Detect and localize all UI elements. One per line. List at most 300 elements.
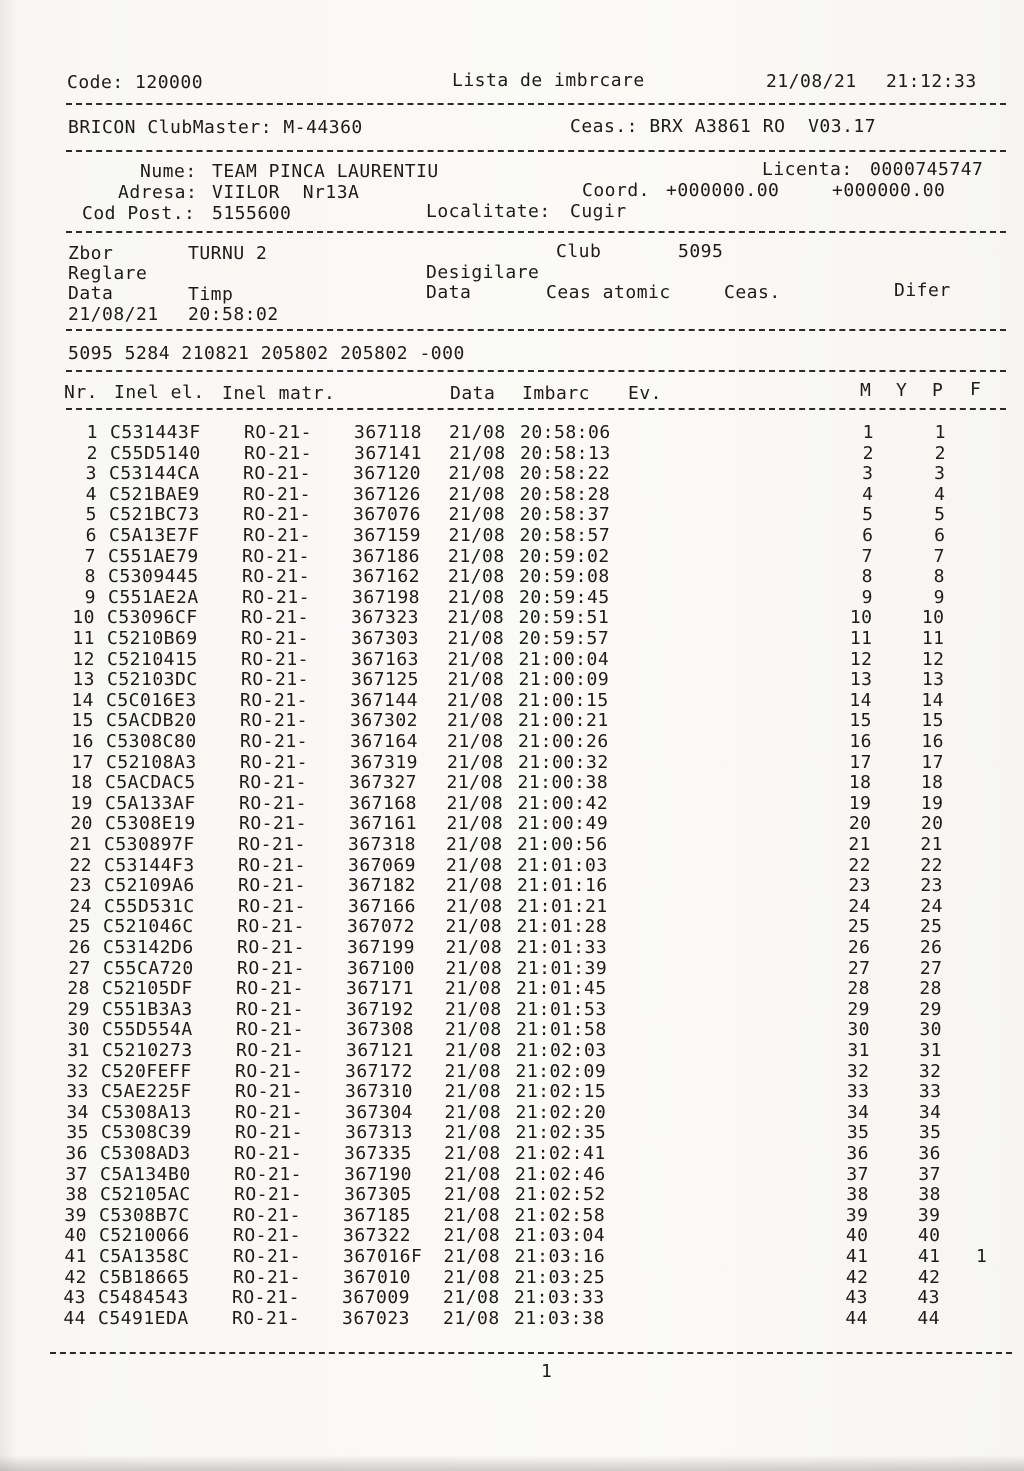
name-label: Nume: <box>140 161 197 182</box>
col-header-data: Data <box>450 383 496 404</box>
arrival-date: 21/08 <box>445 1040 502 1061</box>
ceas-atomic-label: Ceas atomic <box>546 282 671 303</box>
arrival-date: 21/08 <box>447 669 505 691</box>
arrival-date: 21/08 <box>444 1101 502 1123</box>
imbarc-time: 20:59:51 <box>518 607 610 629</box>
m-value: 14 <box>849 689 872 711</box>
ring-prefix: RO-21- <box>238 834 307 855</box>
ring-prefix: RO-21- <box>240 751 309 773</box>
ring-prefix: RO-21- <box>233 1266 302 1288</box>
imbarc-time: 20:58:13 <box>520 442 611 464</box>
arrival-date: 21/08 <box>446 895 503 917</box>
desig-data-label: Data <box>426 282 472 303</box>
m-value: 4 <box>862 483 874 505</box>
m-value: 38 <box>846 1184 869 1206</box>
m-value: 21 <box>848 834 871 855</box>
ring-number: 367118 <box>354 422 423 443</box>
p-value: 35 <box>918 1122 942 1144</box>
p-value: 18 <box>920 772 944 794</box>
m-value: 39 <box>845 1204 869 1226</box>
ring-prefix: RO-21- <box>236 1040 305 1061</box>
col-header-f: F <box>970 379 982 400</box>
imbarc-time: 21:03:16 <box>514 1246 606 1267</box>
code-line: 5095 5284 210821 205802 205802 -000 <box>68 343 465 364</box>
electronic-ring-id: C52105DF <box>102 978 193 1000</box>
row-number: 41 <box>64 1246 87 1267</box>
row-number: 17 <box>71 751 94 773</box>
code-label: Code: 120000 <box>67 72 204 93</box>
arrival-date: 21/08 <box>446 792 504 814</box>
col-header-imbarc: Imbarc <box>522 383 591 404</box>
m-value: 42 <box>845 1266 869 1288</box>
m-value: 35 <box>846 1122 870 1144</box>
coord-value-2: +000000.00 <box>832 180 946 201</box>
ring-number: 367171 <box>346 978 415 1000</box>
arrival-date: 21/08 <box>449 422 506 443</box>
row-number: 4 <box>85 483 97 505</box>
coord-value-1: +000000.00 <box>666 180 780 201</box>
electronic-ring-id: C5210066 <box>99 1225 190 1247</box>
m-value: 18 <box>848 772 872 794</box>
licence-value: 0000745747 <box>870 159 984 180</box>
ring-number: 367303 <box>351 628 420 649</box>
p-value: 27 <box>919 957 943 979</box>
imbarc-time: 20:58:06 <box>520 422 611 443</box>
electronic-ring-id: C5491EDA <box>98 1307 189 1329</box>
ring-prefix: RO-21- <box>237 957 306 979</box>
p-value: 14 <box>921 689 944 711</box>
imbarc-time: 21:02:41 <box>515 1143 606 1164</box>
electronic-ring-id: C551AE79 <box>108 545 199 567</box>
p-value: 38 <box>918 1184 941 1206</box>
p-value: 16 <box>921 731 944 752</box>
row-number: 37 <box>65 1163 88 1185</box>
row-number: 43 <box>63 1287 86 1309</box>
arrival-date: 21/08 <box>447 689 504 711</box>
arrival-date: 21/08 <box>444 1060 502 1082</box>
electronic-ring-id: C5ACDB20 <box>106 710 197 732</box>
p-value: 44 <box>917 1307 940 1329</box>
arrival-date: 21/08 <box>443 1266 501 1288</box>
ring-number: 367159 <box>353 525 422 546</box>
row-number: 18 <box>70 772 93 794</box>
electronic-ring-id: C5308E19 <box>105 813 196 835</box>
ring-number: 367182 <box>348 875 417 897</box>
col-header-p: P <box>932 380 944 401</box>
ceas-label: Ceas. <box>724 282 781 303</box>
imbarc-time: 21:01:21 <box>517 895 608 917</box>
ring-prefix: RO-21- <box>235 1101 304 1123</box>
p-value: 23 <box>920 875 943 897</box>
p-value: 22 <box>920 854 943 876</box>
postcode-label: Cod Post.: <box>82 203 196 224</box>
p-value: 10 <box>921 607 945 629</box>
separator <box>66 408 1006 410</box>
arrival-date: 21/08 <box>448 545 505 567</box>
ring-number: 367186 <box>352 545 421 567</box>
ring-prefix: RO-21- <box>244 442 313 464</box>
ring-prefix: RO-21- <box>243 463 312 485</box>
imbarc-time: 21:01:53 <box>516 998 607 1020</box>
row-number: 5 <box>85 504 97 526</box>
p-value: 31 <box>919 1040 942 1061</box>
row-number: 21 <box>69 834 92 855</box>
electronic-ring-id: C5A13E7F <box>109 525 200 546</box>
address-value: VIILOR Nr13A <box>212 182 360 203</box>
imbarc-time: 20:59:57 <box>518 628 610 649</box>
row-number: 22 <box>69 854 92 876</box>
electronic-ring-id: C5308AD3 <box>100 1143 191 1164</box>
arrival-date: 21/08 <box>448 483 506 505</box>
electronic-ring-id: C5484543 <box>98 1287 189 1309</box>
electronic-ring-id: C5308C80 <box>106 731 197 752</box>
p-value: 21 <box>920 834 943 855</box>
m-value: 8 <box>861 566 873 588</box>
ring-prefix: RO-21- <box>239 792 308 814</box>
electronic-ring-id: C5210B69 <box>107 628 198 649</box>
ring-prefix: RO-21- <box>243 483 312 505</box>
p-value: 4 <box>934 483 946 505</box>
m-value: 11 <box>849 628 873 649</box>
electronic-ring-id: C52105AC <box>100 1184 191 1206</box>
ring-prefix: RO-21- <box>236 998 305 1020</box>
ring-number: 367313 <box>345 1122 414 1144</box>
ring-number: 367310 <box>345 1081 414 1103</box>
ring-prefix: RO-21- <box>234 1143 303 1164</box>
ring-prefix: RO-21- <box>244 422 313 443</box>
ring-number: 367319 <box>350 751 419 773</box>
arrival-date: 21/08 <box>444 1122 502 1144</box>
ring-number: 367172 <box>345 1060 414 1082</box>
electronic-ring-id: C53144F3 <box>104 854 195 876</box>
m-value: 31 <box>847 1040 870 1061</box>
m-value: 13 <box>849 669 873 691</box>
row-number: 32 <box>66 1060 89 1082</box>
p-value: 11 <box>921 628 945 649</box>
reglare-time: 20:58:02 <box>188 304 279 325</box>
m-value: 10 <box>849 607 873 629</box>
ring-prefix: RO-21- <box>238 854 307 876</box>
ring-number: 367304 <box>345 1101 414 1123</box>
p-value: 5 <box>934 504 946 526</box>
row-number: 35 <box>66 1122 89 1144</box>
m-value: 1 <box>862 422 874 443</box>
imbarc-time: 21:03:33 <box>514 1287 605 1309</box>
electronic-ring-id: C5308B7C <box>99 1204 190 1226</box>
owner-name: TEAM PINCA LAURENTIU <box>212 161 439 182</box>
p-value: 24 <box>920 895 943 917</box>
device-id: BRICON ClubMaster: M-44360 <box>68 117 363 138</box>
m-value: 24 <box>848 895 871 917</box>
arrival-date: 21/08 <box>444 1163 501 1185</box>
electronic-ring-id: C55D5140 <box>110 442 201 464</box>
ring-number: 367120 <box>353 463 422 485</box>
m-value: 25 <box>847 916 871 938</box>
ring-number: 367164 <box>350 731 419 752</box>
data-label: Data <box>68 283 114 304</box>
arrival-date: 21/08 <box>447 607 505 629</box>
ring-prefix: RO-21- <box>235 1060 304 1082</box>
ring-prefix: RO-21- <box>243 504 312 526</box>
ring-prefix: RO-21- <box>240 731 309 752</box>
separator <box>50 1352 1012 1354</box>
ring-prefix: RO-21- <box>242 586 311 608</box>
ring-number: 367076 <box>353 504 422 526</box>
difer-label: Difer <box>894 280 951 301</box>
m-value: 40 <box>845 1225 869 1247</box>
separator <box>66 231 1006 233</box>
m-value: 2 <box>862 442 874 464</box>
document-title: Lista de imbrcare <box>452 70 645 91</box>
row-number: 25 <box>68 916 91 938</box>
ring-prefix: RO-21- <box>243 525 312 546</box>
imbarc-time: 20:58:57 <box>519 525 611 546</box>
m-value: 5 <box>862 504 874 526</box>
p-value: 36 <box>918 1143 941 1164</box>
row-number: 33 <box>66 1081 89 1103</box>
ring-number: 367010 <box>343 1266 412 1288</box>
ring-number: 367072 <box>347 916 416 938</box>
m-value: 43 <box>845 1287 868 1309</box>
col-header-m: M <box>860 380 872 401</box>
ring-prefix: RO-21- <box>233 1225 302 1247</box>
row-number: 3 <box>85 463 97 485</box>
imbarc-time: 21:02:03 <box>516 1040 607 1061</box>
row-number: 44 <box>63 1307 86 1329</box>
row-number: 19 <box>70 792 93 814</box>
arrival-date: 21/08 <box>446 875 503 897</box>
ring-prefix: RO-21- <box>235 1122 304 1144</box>
electronic-ring-id: C5A1358C <box>99 1246 190 1267</box>
p-value: 30 <box>919 1019 942 1041</box>
electronic-ring-id: C53144CA <box>109 463 200 485</box>
row-number: 36 <box>65 1143 88 1164</box>
header-time: 21:12:33 <box>886 71 977 92</box>
row-number: 40 <box>64 1225 87 1247</box>
arrival-date: 21/08 <box>448 504 506 526</box>
imbarc-time: 21:03:38 <box>514 1307 605 1329</box>
header-date: 21/08/21 <box>766 71 857 92</box>
imbarc-time: 21:02:58 <box>514 1204 606 1226</box>
row-number: 29 <box>67 998 90 1020</box>
p-value: 13 <box>921 669 945 691</box>
arrival-date: 21/08 <box>446 813 504 835</box>
separator <box>66 329 1006 331</box>
ring-number: 367161 <box>349 813 418 835</box>
p-value: 1 <box>934 422 946 443</box>
m-value: 20 <box>848 813 872 835</box>
f-value: 1 <box>976 1246 988 1267</box>
p-value: 19 <box>920 792 944 814</box>
imbarc-time: 21:00:49 <box>517 813 609 835</box>
ring-prefix: RO-21- <box>232 1287 301 1309</box>
row-number: 6 <box>85 525 97 546</box>
imbarc-time: 21:00:04 <box>518 648 610 670</box>
ring-number: 367144 <box>350 689 419 711</box>
imbarc-time: 21:00:32 <box>518 751 609 773</box>
ring-number: 367126 <box>353 483 422 505</box>
p-value: 8 <box>933 566 945 588</box>
ring-prefix: RO-21- <box>241 648 310 670</box>
row-number: 38 <box>65 1184 88 1206</box>
p-value: 39 <box>917 1204 941 1226</box>
row-number: 34 <box>66 1101 89 1123</box>
ring-prefix: RO-21- <box>241 628 310 649</box>
ring-number: 367166 <box>348 895 417 917</box>
ring-prefix: RO-21- <box>239 813 308 835</box>
imbarc-time: 21:03:04 <box>514 1225 606 1247</box>
ring-prefix: RO-21- <box>238 875 307 897</box>
imbarc-time: 21:01:58 <box>516 1019 607 1041</box>
ring-number: 367069 <box>348 854 417 876</box>
imbarc-time: 21:02:09 <box>515 1060 607 1082</box>
ring-number: 367190 <box>344 1163 413 1185</box>
p-value: 25 <box>919 916 943 938</box>
arrival-date: 21/08 <box>445 1019 502 1041</box>
p-value: 7 <box>933 545 945 567</box>
page-edge-shadow <box>0 1455 1024 1471</box>
ring-prefix: RO-21- <box>238 895 307 917</box>
arrival-date: 21/08 <box>443 1246 501 1267</box>
ring-prefix: RO-21- <box>232 1307 301 1329</box>
ring-number: 367023 <box>342 1307 411 1329</box>
m-value: 26 <box>847 937 871 958</box>
p-value: 29 <box>919 998 942 1020</box>
m-value: 6 <box>862 525 874 546</box>
reglare-label: Reglare <box>68 263 148 284</box>
p-value: 43 <box>917 1287 940 1309</box>
arrival-date: 21/08 <box>446 834 503 855</box>
m-value: 28 <box>847 978 870 1000</box>
row-number: 1 <box>86 422 98 443</box>
imbarc-time: 21:02:46 <box>515 1163 606 1185</box>
imbarc-time: 21:00:09 <box>518 669 610 691</box>
ring-number: 367141 <box>354 442 423 464</box>
m-value: 12 <box>849 648 873 670</box>
arrival-date: 21/08 <box>443 1307 500 1329</box>
arrival-date: 21/08 <box>443 1225 501 1247</box>
imbarc-time: 21:03:25 <box>514 1266 606 1288</box>
ring-number: 367121 <box>346 1040 415 1061</box>
arrival-date: 21/08 <box>445 998 502 1020</box>
imbarc-time: 21:02:20 <box>515 1101 607 1123</box>
row-number: 2 <box>86 442 98 464</box>
col-header-ev: Ev. <box>628 383 663 404</box>
ring-number: 367185 <box>343 1204 412 1226</box>
imbarc-time: 20:59:02 <box>519 545 610 567</box>
electronic-ring-id: C55D531C <box>104 895 195 917</box>
p-value: 6 <box>934 525 946 546</box>
row-number: 15 <box>71 710 94 732</box>
row-number: 9 <box>84 586 96 608</box>
row-number: 16 <box>71 731 94 752</box>
electronic-ring-id: C5308C39 <box>101 1122 192 1144</box>
row-number: 14 <box>71 689 94 711</box>
m-value: 34 <box>846 1101 870 1123</box>
p-value: 40 <box>917 1225 941 1247</box>
electronic-ring-id: C5C016E3 <box>106 689 197 711</box>
ring-prefix: RO-21- <box>236 978 305 1000</box>
imbarc-time: 21:00:21 <box>518 710 609 732</box>
m-value: 16 <box>849 731 872 752</box>
imbarc-time: 21:02:35 <box>515 1122 607 1144</box>
ring-prefix: RO-21- <box>242 545 311 567</box>
row-number: 39 <box>64 1204 87 1226</box>
ring-prefix: RO-21- <box>233 1246 302 1267</box>
p-value: 15 <box>921 710 944 732</box>
ring-number: 367125 <box>351 669 420 691</box>
p-value: 9 <box>933 586 945 608</box>
ring-number: 367322 <box>343 1225 412 1247</box>
imbarc-time: 21:00:42 <box>517 792 609 814</box>
electronic-ring-id: C52108A3 <box>106 751 197 773</box>
p-value: 28 <box>919 978 942 1000</box>
arrival-date: 21/08 <box>448 525 506 546</box>
electronic-ring-id: C53096CF <box>107 607 198 629</box>
row-number: 24 <box>69 895 92 917</box>
p-value: 2 <box>934 442 946 464</box>
row-number: 10 <box>72 607 95 629</box>
electronic-ring-id: C5210415 <box>107 648 198 670</box>
imbarc-time: 21:02:15 <box>515 1081 607 1103</box>
locality-value: Cugir <box>570 201 627 222</box>
p-value: 17 <box>921 751 944 773</box>
electronic-ring-id: C5210273 <box>102 1040 193 1061</box>
ring-prefix: RO-21- <box>236 1019 305 1041</box>
arrival-date: 21/08 <box>448 586 505 608</box>
imbarc-time: 21:00:15 <box>518 689 609 711</box>
electronic-ring-id: C531443F <box>110 422 201 443</box>
row-number: 31 <box>67 1040 90 1061</box>
arrival-date: 21/08 <box>446 854 503 876</box>
ring-prefix: RO-21- <box>239 772 308 794</box>
ring-number: 367162 <box>352 566 421 588</box>
m-value: 23 <box>848 875 871 897</box>
arrival-date: 21/08 <box>447 731 504 752</box>
imbarc-time: 20:58:22 <box>519 463 611 485</box>
p-value: 41 <box>917 1246 941 1267</box>
coord-label: Coord. <box>582 180 651 201</box>
postcode-value: 5155600 <box>212 203 292 224</box>
col-header-inel-el: Inel el. <box>114 382 205 403</box>
m-value: 9 <box>861 586 873 608</box>
electronic-ring-id: C52103DC <box>107 669 198 691</box>
m-value: 36 <box>846 1143 869 1164</box>
imbarc-time: 21:01:16 <box>517 875 608 897</box>
arrival-date: 21/08 <box>447 628 505 649</box>
club-value: 5095 <box>678 241 724 262</box>
ring-prefix: RO-21- <box>237 937 306 958</box>
electronic-ring-id: C521BAE9 <box>109 483 200 505</box>
m-value: 33 <box>846 1081 870 1103</box>
address-label: Adresa: <box>118 182 198 203</box>
desigilare-label: Desigilare <box>426 262 540 283</box>
row-number: 30 <box>67 1019 90 1041</box>
arrival-date: 21/08 <box>445 957 503 979</box>
ring-prefix: RO-21- <box>240 710 309 732</box>
row-number: 12 <box>72 648 95 670</box>
imbarc-time: 21:01:28 <box>516 916 608 938</box>
row-number: 7 <box>84 545 96 567</box>
col-header-inel-matr: Inel matr. <box>222 383 336 404</box>
m-value: 7 <box>861 545 873 567</box>
ring-prefix: RO-21- <box>237 916 306 938</box>
electronic-ring-id: C551B3A3 <box>102 998 193 1020</box>
imbarc-time: 21:00:56 <box>517 834 608 855</box>
page-number: 1 <box>541 1361 553 1382</box>
imbarc-time: 20:59:45 <box>519 586 610 608</box>
ring-number: 367308 <box>346 1019 415 1041</box>
